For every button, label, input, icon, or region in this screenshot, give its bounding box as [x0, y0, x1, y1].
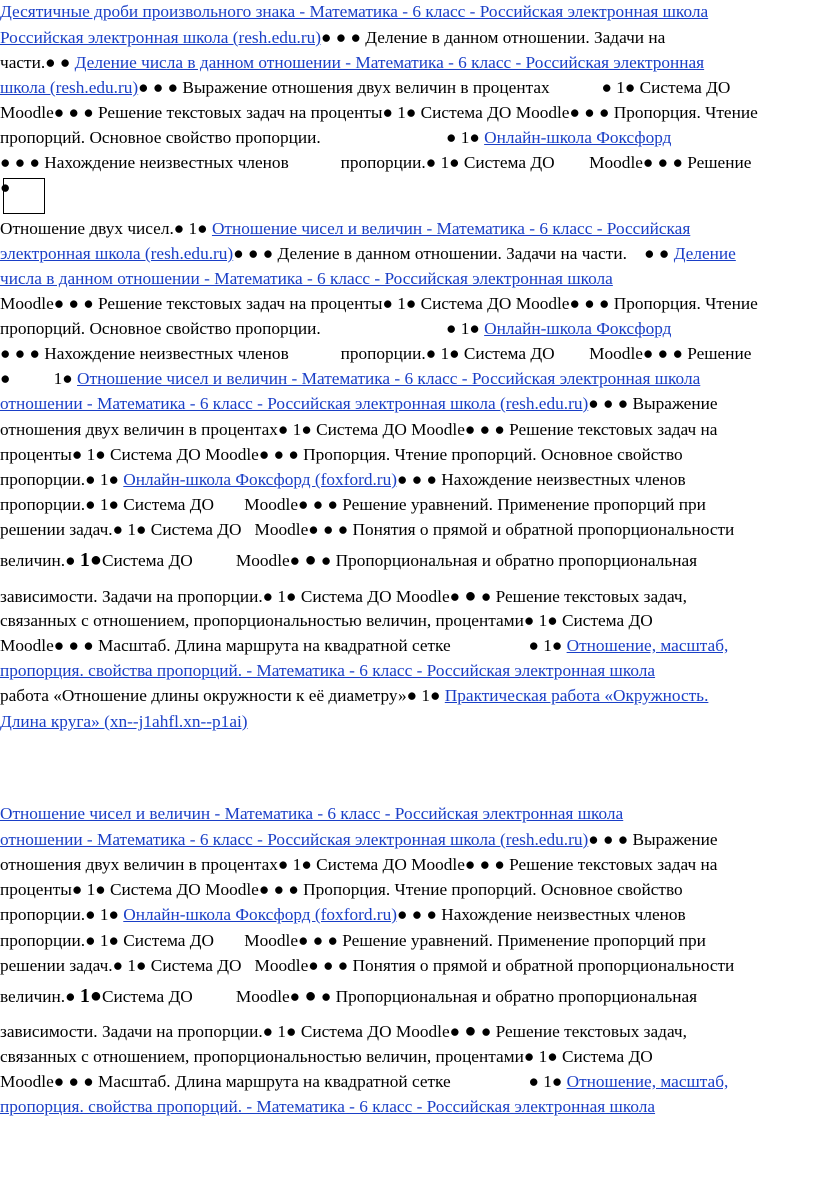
- text-run: Система ДО Moodle●: [101, 551, 305, 570]
- document-link[interactable]: Онлайн-школа Фоксфорд: [484, 128, 672, 147]
- text-run: пропорции.● 1●: [0, 905, 124, 924]
- text-line: [0, 367, 816, 391]
- text-line: [0, 51, 816, 75]
- text-run: решении задач.● 1● Система ДО Moodle● ● ● Понятия о прямой и обратной пропорциональности: [0, 520, 735, 539]
- text-line: [0, 242, 816, 266]
- text-line: [0, 684, 816, 708]
- text-run: решении задач.● 1● Система ДО Moodle● ● ● Понятия о прямой и обратной пропорциональности: [0, 956, 735, 975]
- text-run: пропорции.● 1●: [0, 470, 124, 489]
- text-line: [0, 176, 816, 200]
- text-line: [0, 1045, 816, 1069]
- document-link[interactable]: Российская электронная школа (resh.edu.ru): [0, 28, 322, 47]
- document-link[interactable]: Десятичные дроби произвольного знака - Математика - 6 класс - Российская электронная школа: [0, 2, 709, 21]
- document-link[interactable]: школа (resh.edu.ru): [0, 78, 139, 97]
- text-run: части.● ●: [0, 53, 75, 72]
- text-run: Система ДО Moodle●: [101, 987, 305, 1006]
- text-run: ● ● ● Выражение отношения двух величин в процентах ● 1● Система ДО: [138, 78, 731, 97]
- text-run: ● ● ● Деление в данном отношении. Задачи на: [321, 28, 666, 47]
- text-line: [0, 292, 816, 316]
- text-run: ● ● ● Нахождение неизвестных членов пропорции.● 1● Система ДО Moodle● ● ● Решение: [0, 153, 752, 172]
- document-link[interactable]: Онлайн-школа Фоксфорд (foxford.ru): [123, 905, 397, 924]
- document-link[interactable]: Онлайн-школа Фоксфорд: [484, 319, 672, 338]
- text-run: проценты● 1● Система ДО Moodle● ● ● Пропорция. Чтение пропорций. Основное свойство: [0, 880, 683, 899]
- text-line: [0, 853, 816, 877]
- document-link[interactable]: пропорция. свойства пропорций. - Математика - 6 класс - Российская электронная школа: [0, 1097, 656, 1116]
- text-line: [0, 518, 816, 542]
- document-link[interactable]: Отношение, масштаб,: [566, 636, 729, 655]
- text-line: [0, 828, 816, 852]
- text-run: отношения двух величин в процентах● 1● Система ДО Moodle● ● ● Решение текстовых задач на: [0, 855, 718, 874]
- text-line: [0, 26, 816, 50]
- text-line: [0, 802, 816, 826]
- text-line: [0, 267, 816, 291]
- text-line: [0, 0, 816, 24]
- text-run: пропорций. Основное свойство пропорции. ● 1●: [0, 319, 485, 338]
- text-line: [0, 443, 816, 467]
- large-bullet: ●: [464, 1020, 477, 1042]
- document-link[interactable]: Отношение чисел и величин - Математика - 6 класс - Российская электронная школа: [77, 369, 701, 388]
- text-run: связанных с отношением, пропорциональностью величин, процентами● 1● Система ДО: [0, 1047, 653, 1066]
- text-line: [0, 126, 816, 150]
- document-link[interactable]: отношении - Математика - 6 класс - Российская электронная школа (resh.edu.ru): [0, 830, 589, 849]
- text-line: [0, 1019, 816, 1043]
- text-run: пропорции.● 1● Система ДО Moodle● ● ● Решение уравнений. Применение пропорций при: [0, 931, 706, 950]
- document-link[interactable]: Отношение чисел и величин - Математика - 6 класс - Российская электронная школа: [0, 804, 624, 823]
- text-line: [0, 634, 816, 658]
- text-line: [0, 659, 816, 683]
- text-run: величин.●: [0, 987, 80, 1006]
- document-link[interactable]: Деление: [673, 244, 736, 263]
- text-line: [0, 1070, 816, 1094]
- text-line: [0, 710, 816, 734]
- text-run: Moodle● ● ● Масштаб. Длина маршрута на квадратной сетке ● 1●: [0, 1072, 567, 1091]
- text-run: проценты● 1● Система ДО Moodle● ● ● Пропорция. Чтение пропорций. Основное свойство: [0, 445, 683, 464]
- text-line: [0, 418, 816, 442]
- text-line: [0, 548, 816, 572]
- large-bullet: ●: [304, 985, 317, 1007]
- document-link[interactable]: Деление числа в данном отношении - Математика - 6 класс - Российская электронная: [74, 53, 705, 72]
- text-line: [0, 954, 816, 978]
- text-run: зависимости. Задачи на пропорции.● 1● Система ДО Moodle●: [0, 1022, 465, 1041]
- document-link[interactable]: отношении - Математика - 6 класс - Российская электронная школа (resh.edu.ru): [0, 394, 589, 413]
- text-run: работа «Отношение длины окружности к её диаметру»● 1●: [0, 686, 445, 705]
- text-line: [0, 903, 816, 927]
- text-run: ● 1●: [0, 369, 78, 388]
- document-link[interactable]: Онлайн-школа Фоксфорд (foxford.ru): [123, 470, 397, 489]
- text-line: [0, 984, 816, 1008]
- document-link[interactable]: Отношение чисел и величин - Математика - 6 класс - Российская: [211, 219, 691, 238]
- text-run: ● ● ● Выражение: [588, 394, 718, 413]
- text-run: пропорций. Основное свойство пропорции. ● 1●: [0, 128, 485, 147]
- text-run: пропорции.● 1● Система ДО Moodle● ● ● Решение уравнений. Применение пропорций при: [0, 495, 706, 514]
- text-line: [0, 101, 816, 125]
- document-link[interactable]: числа в данном отношении - Математика - 6 класс - Российская электронная школа: [0, 269, 613, 288]
- text-line: [0, 878, 816, 902]
- text-run: ●: [0, 178, 11, 197]
- text-line: [0, 1095, 816, 1119]
- text-line: [0, 392, 816, 416]
- text-run: Отношение двух чисел.● 1●: [0, 219, 212, 238]
- document-link[interactable]: пропорция. свойства пропорций. - Математика - 6 класс - Российская электронная школа: [0, 661, 656, 680]
- text-run: связанных с отношением, пропорциональностью величин, процентами● 1● Система ДО: [0, 611, 653, 630]
- large-bullet: 1●: [79, 985, 102, 1007]
- text-line: [0, 609, 816, 633]
- document-link[interactable]: Практическая работа «Окружность.: [444, 686, 709, 705]
- text-line: [0, 217, 816, 241]
- large-bullet: ●: [464, 585, 477, 607]
- text-run: Moodle● ● ● Решение текстовых задач на проценты● 1● Система ДО Moodle● ● ● Пропорция. Чтение: [0, 103, 758, 122]
- text-run: ● ● ● Нахождение неизвестных членов: [396, 470, 686, 489]
- text-line: [0, 468, 816, 492]
- text-line: [0, 929, 816, 953]
- text-line: [0, 76, 816, 100]
- text-run: ● ● ● Выражение: [588, 830, 718, 849]
- text-run: ● ● ● Деление в данном отношении. Задачи на части. ● ●: [233, 244, 674, 263]
- text-run: ● ● ● Нахождение неизвестных членов: [396, 905, 686, 924]
- large-bullet: 1●: [79, 549, 102, 571]
- text-run: ● ● ● Нахождение неизвестных членов пропорции.● 1● Система ДО Moodle● ● ● Решение: [0, 344, 752, 363]
- text-run: ● Пропорциональная и обратно пропорциональная: [316, 551, 698, 570]
- text-line: [0, 317, 816, 341]
- text-line: [0, 584, 816, 608]
- text-run: Moodle● ● ● Масштаб. Длина маршрута на квадратной сетке ● 1●: [0, 636, 567, 655]
- text-line: [0, 342, 816, 366]
- text-run: зависимости. Задачи на пропорции.● 1● Система ДО Moodle●: [0, 587, 465, 606]
- text-run: ● Решение текстовых задач,: [476, 1022, 687, 1041]
- document-link[interactable]: электронная школа (resh.edu.ru): [0, 244, 234, 263]
- text-run: ● Пропорциональная и обратно пропорциональная: [316, 987, 698, 1006]
- text-line: [0, 151, 816, 175]
- large-bullet: ●: [304, 549, 317, 571]
- document-link[interactable]: Отношение, масштаб,: [566, 1072, 729, 1091]
- text-line: [0, 493, 816, 517]
- document-link[interactable]: Длина круга» (xn--j1ahfl.xn--p1ai): [0, 712, 248, 731]
- text-run: ● Решение текстовых задач,: [476, 587, 687, 606]
- text-run: отношения двух величин в процентах● 1● Система ДО Moodle● ● ● Решение текстовых задач на: [0, 420, 718, 439]
- text-run: Moodle● ● ● Решение текстовых задач на проценты● 1● Система ДО Moodle● ● ● Пропорция. Чтение: [0, 294, 758, 313]
- text-run: величин.●: [0, 551, 80, 570]
